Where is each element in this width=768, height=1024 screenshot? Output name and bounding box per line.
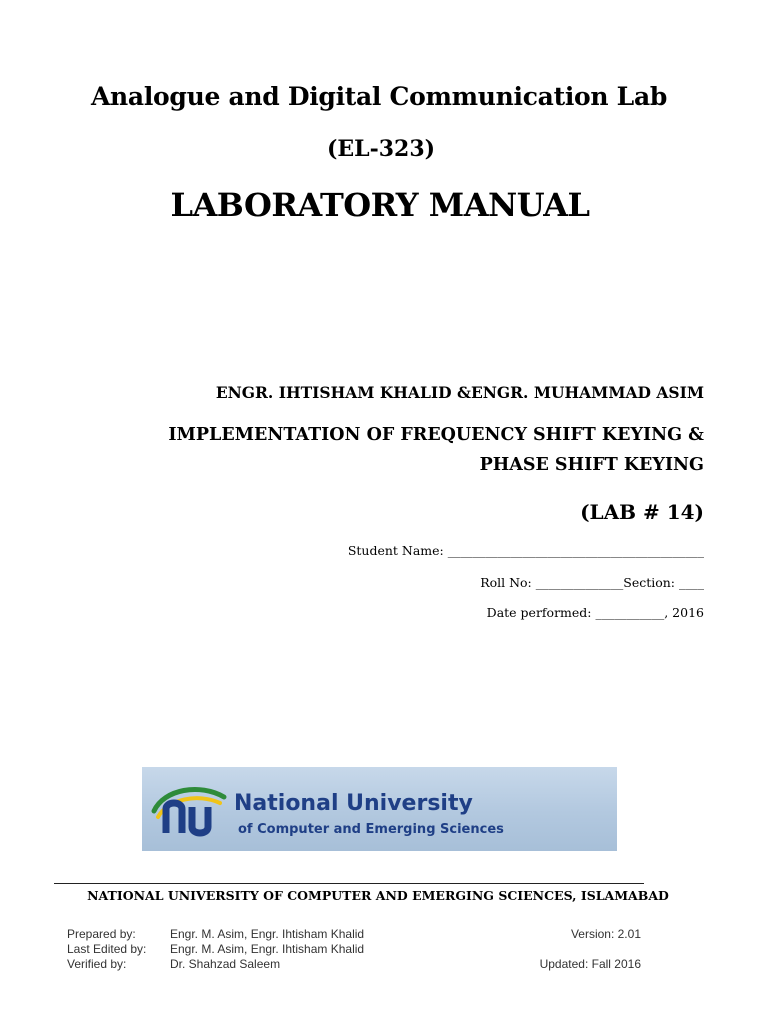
course-code: (EL-323) — [326, 136, 436, 162]
university-footer-name: NATIONAL UNIVERSITY OF COMPUTER AND EMERGING SCIENCES, ISLAMABAD — [87, 888, 669, 903]
banner-university-subtitle: of Computer and Emerging Sciences — [238, 822, 504, 837]
verified-by-value: Dr. Shahzad Saleem — [170, 957, 281, 971]
date-row — [487, 605, 704, 620]
course-title: Analogue and Digital Communication Lab — [90, 82, 668, 111]
footer-divider — [54, 883, 644, 884]
version-text: Version: 2.01 — [570, 927, 641, 941]
lab-title-line1: IMPLEMENTATION OF FREQUENCY SHIFT KEYING & — [168, 425, 704, 445]
date-field[interactable]: ___________ — [595, 605, 665, 620]
student-name-field[interactable]: _________________________________________ — [447, 543, 704, 558]
roll-no-field[interactable]: ______________ — [535, 575, 624, 590]
authors: ENGR. IHTISHAM KHALID &ENGR. MUHAMMAD ASIM — [215, 383, 704, 402]
prepared-by-label: Prepared by: — [67, 927, 136, 941]
student-name-row — [348, 543, 704, 558]
last-edited-label: Last Edited by: — [67, 942, 147, 956]
roll-no-label: Roll No: — [480, 575, 536, 590]
date-label: Date performed: — [486, 605, 596, 620]
date-year: , 2016 — [664, 605, 704, 620]
prepared-by-value: Engr. M. Asim, Engr. Ihtisham Khalid — [170, 927, 365, 941]
university-banner — [142, 767, 617, 851]
section-label: Section: — [623, 575, 679, 590]
manual-title: LABORATORY MANUAL — [170, 186, 590, 224]
lab-title-line2: PHASE SHIFT KEYING — [479, 455, 704, 475]
verified-by-label: Verified by: — [67, 957, 127, 971]
updated-text: Updated: Fall 2016 — [539, 957, 641, 971]
section-field[interactable]: ____ — [679, 575, 704, 590]
banner-university-name: National University — [234, 791, 473, 816]
student-name-label: Student Name: — [347, 543, 448, 558]
roll-section-row — [480, 575, 704, 590]
nu-logo-icon — [148, 781, 228, 837]
last-edited-value: Engr. M. Asim, Engr. Ihtisham Khalid — [170, 942, 365, 956]
lab-number: (LAB # 14) — [580, 500, 704, 524]
